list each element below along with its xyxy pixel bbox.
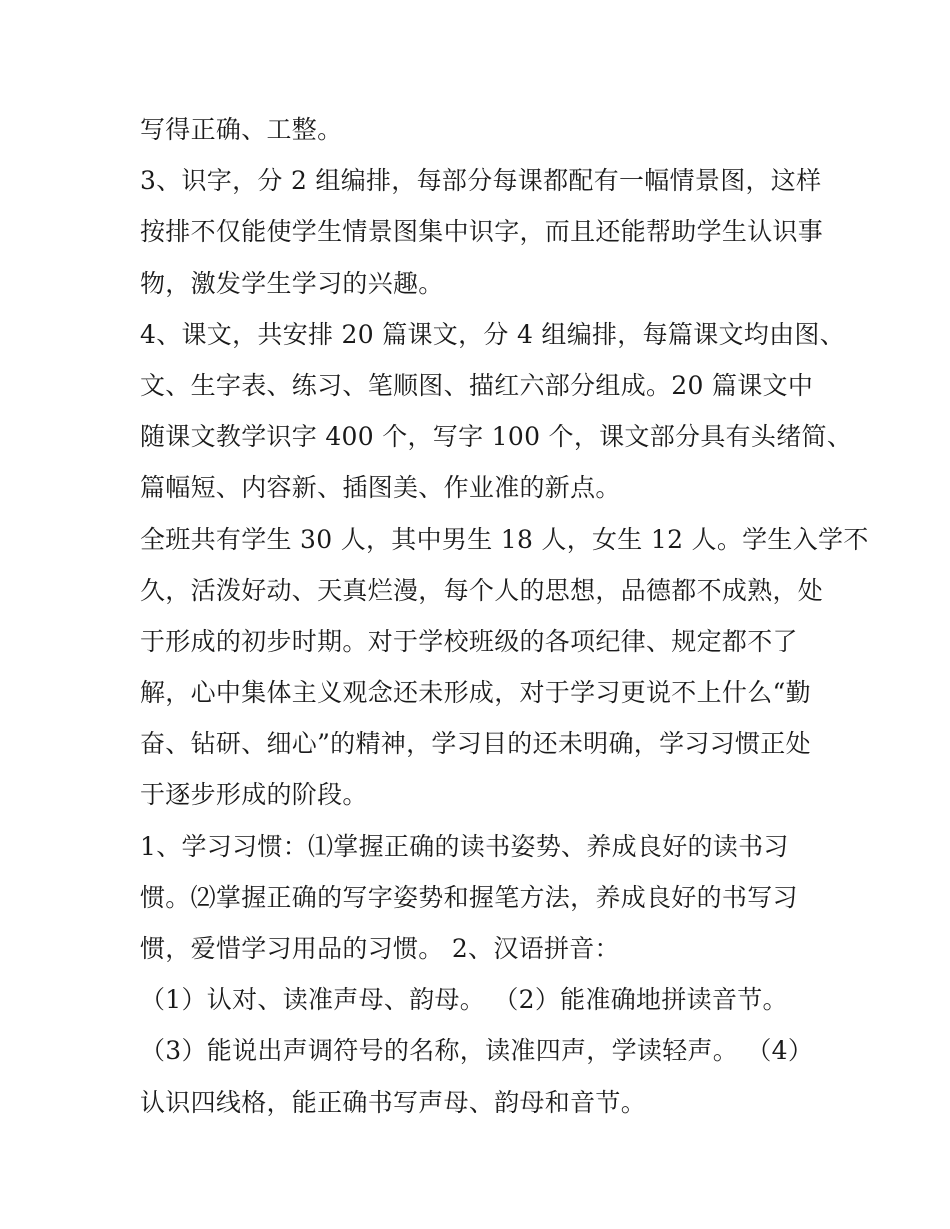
text-line: 写得正确、工整。	[140, 115, 343, 144]
text-line: 物，激发学生学习的兴趣。	[140, 268, 444, 298]
text-line: 4、课文，共安排 20 篇课文，分 4 组编排，每篇课文均由图、	[140, 319, 846, 349]
text-line: 认识四线格，能正确书写声母、韵母和音节。	[140, 1087, 647, 1117]
document-body	[140, 104, 869, 1128]
text-line: （3）能说出声调符号的名称，读准四声，学读轻声。 （4）	[140, 1036, 814, 1066]
text-line: 文、生字表、练习、笔顺图、描红六部分组成。20 篇课文中	[140, 370, 814, 400]
text-line: 于逐步形成的阶段。	[140, 780, 368, 810]
text-line: 解，心中集体主义观念还未形成，对于学习更说不上什么“勤	[140, 678, 811, 708]
text-line: 全班共有学生 30 人，其中男生 18 人，女生 12 人。学生入学不	[140, 524, 869, 554]
text-line: （1）认对、读准声母、韵母。 （2）能准确地拼读音节。	[140, 985, 788, 1015]
text-line: 于形成的初步时期。对于学校班级的各项纪律、规定都不了	[140, 626, 798, 656]
text-line: 3、识字，分 2 组编排，每部分每课都配有一幅情景图，这样	[140, 166, 822, 196]
text-line: 奋、钻研、细心”的精神，学习目的还未明确，学习习惯正处	[140, 729, 811, 759]
text-line: 惯，爱惜学习用品的习惯。 2、汉语拼音：	[140, 934, 620, 963]
text-line: 1、学习习惯：⑴掌握正确的读书姿势、养成良好的读书习	[140, 831, 789, 861]
text-line: 随课文教学识字 400 个，写字 100 个，课文部分具有头绪简、	[140, 422, 853, 452]
text-line: 久，活泼好动、天真烂漫，每个人的思想，品德都不成熟，处	[140, 575, 824, 605]
text-line: 惯。⑵掌握正确的写字姿势和握笔方法，养成良好的书写习	[140, 882, 798, 912]
text-line: 按排不仅能使学生情景图集中识字，而且还能帮助学生认识事	[140, 217, 824, 247]
text-line: 篇幅短、内容新、插图美、作业准的新点。	[140, 473, 621, 503]
